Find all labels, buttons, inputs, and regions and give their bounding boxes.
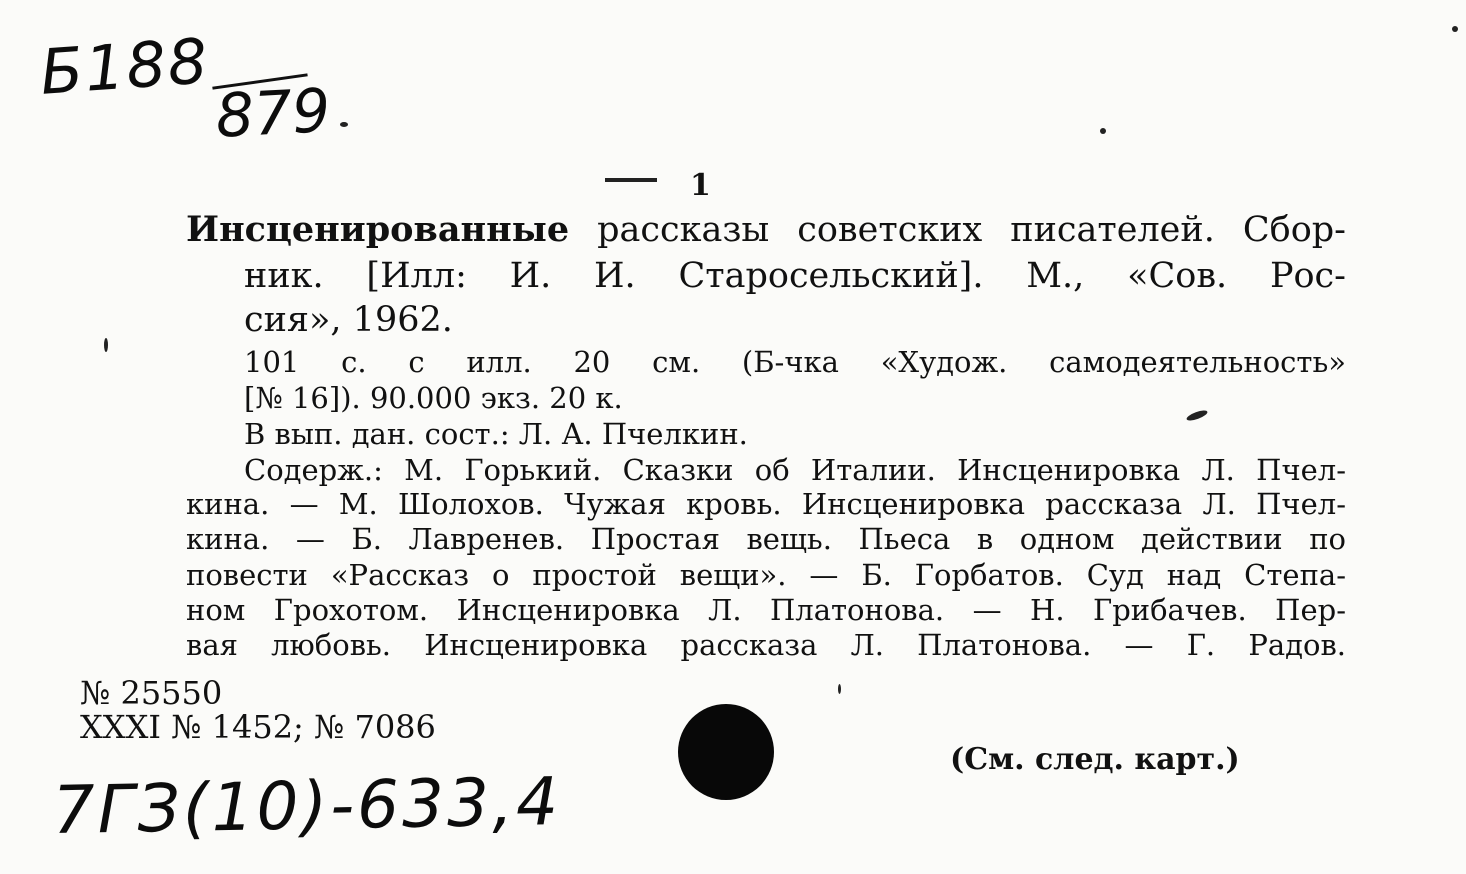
scan-speck: [838, 684, 841, 694]
contents-line: кина. — М. Шолохов. Чужая кровь. Инсценировка рассказа Л. Пчел-: [186, 487, 1346, 521]
contents-line: кина. — Б. Лавренев. Простая вещь. Пьеса в одном действии по: [186, 522, 1346, 556]
contents-line: Содерж.: М. Горький. Сказки об Италии. Инсценировка Л. Пчел-: [244, 453, 1346, 487]
scan-speck: [340, 122, 348, 127]
title-line-1: [186, 209, 1346, 250]
title-line-3: сия», 1962.: [244, 300, 453, 340]
contents-line: вая любовь. Инсценировка рассказа Л. Платонова. — Г. Радов.: [186, 628, 1346, 662]
accession-number: № 25550: [80, 674, 223, 712]
contents-line: ном Грохотом. Инсценировка Л. Платонова. — Н. Грибачев. Пер-: [186, 593, 1346, 627]
see-next-card-note: (См. след. карт.): [950, 742, 1240, 777]
contents-line: повести «Рассказ о простой вещи». — Б. Горбатов. Суд над Степа-: [186, 558, 1346, 592]
registry-numbers: XXXI № 1452; № 7086: [80, 708, 436, 746]
title-heading: Инсценированные: [186, 209, 570, 250]
handwritten-classification: 7ГЗ(10)-633,4: [52, 763, 562, 849]
scan-speck: [1452, 26, 1458, 32]
collation-line-2: [№ 16]). 90.000 экз. 20 к.: [244, 381, 623, 415]
card-number: 1: [690, 168, 711, 203]
title-rest: рассказы советских писателей. Сбор-: [569, 210, 1346, 250]
handwritten-call-number: Б188: [38, 24, 212, 109]
collation-line-1: 101 с. с илл. 20 см. (Б-чка «Худож. самодеятельность»: [244, 345, 1346, 379]
scan-speck: [1185, 408, 1208, 422]
title-line-2: ник. [Илл: И. И. Старосельский]. М., «Сов. Рос-: [244, 256, 1346, 296]
card-number-dash: [605, 178, 657, 182]
compiler-note: В вып. дан. сост.: Л. А. Пчелкин.: [244, 417, 748, 451]
handwritten-call-number-sub: 879: [214, 76, 333, 152]
scan-speck: [1100, 128, 1106, 134]
punch-hole: [678, 704, 774, 800]
scan-speck: [104, 338, 108, 352]
